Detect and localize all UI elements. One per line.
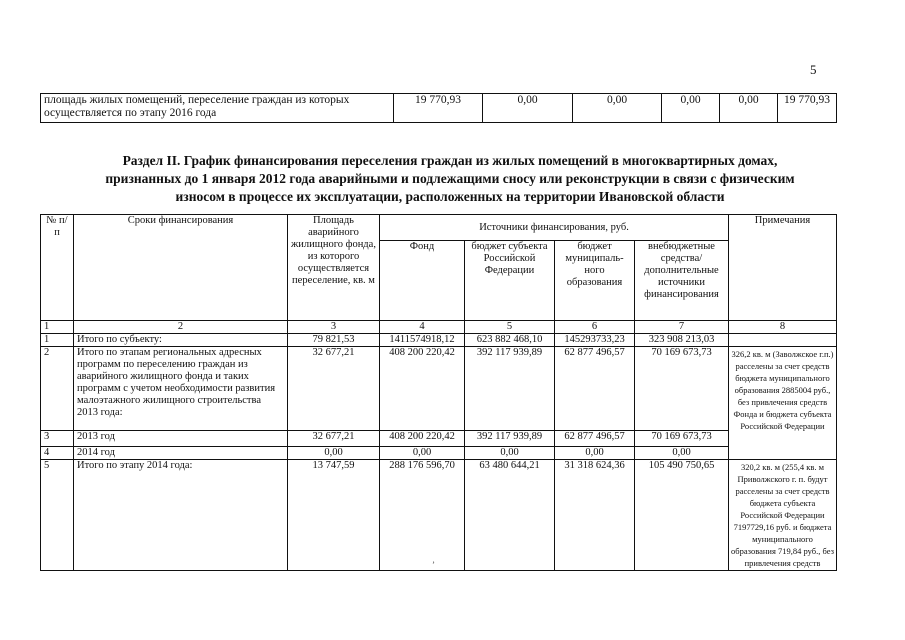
header-subject-budget: бюджет субъекта Российской Федерации xyxy=(465,241,555,321)
cell-subject-budget: 392 117 939,89 xyxy=(465,347,555,431)
column-numbers-row xyxy=(41,321,837,334)
cell-municipal-budget: 0,00 xyxy=(555,447,635,460)
col-number: 2 xyxy=(74,321,288,334)
table-row xyxy=(41,334,837,347)
header-extrabudget: внебюджетные средства/ дополнительные источники финансирования xyxy=(635,241,729,321)
cell-subject-budget: 0,00 xyxy=(465,447,555,460)
cell-extrabudget: 70 169 673,73 xyxy=(635,431,729,447)
row-label: Итого по этапу 2014 года: xyxy=(74,460,288,571)
row-number: 5 xyxy=(41,460,74,571)
row-label: 2013 год xyxy=(74,431,288,447)
section-title-line: Раздел II. График финансирования переселения граждан из жилых помещений в многоквартирных домах, xyxy=(122,153,778,168)
cell-value: 0,00 xyxy=(720,94,778,123)
row-label: Итого по этапам региональных адресных программ по переселению граждан из аварийного жилищного фонда и таких программ с учетом необходимости развития малоэтажного жилищного строительства 2013 года: xyxy=(74,347,288,431)
top-continuation-table xyxy=(40,93,837,123)
cell-subject-budget: 623 882 468,10 xyxy=(465,334,555,347)
col-number: 3 xyxy=(288,321,380,334)
cell-extrabudget: 70 169 673,73 xyxy=(635,347,729,431)
cell-fund: 1411574918,12 xyxy=(380,334,465,347)
header-area: Площадь аварийного жилищного фонда, из которого осуществляется переселение, кв. м xyxy=(288,215,380,321)
table-row xyxy=(41,347,837,431)
note-2013: 326,2 кв. м (Заволжское г.п.) расселены за счет средств бюджета муниципального образования 2885004 руб., без привлечения средств Фонда и бюджета субъекта Российской Федерации xyxy=(729,347,837,460)
cell-area: 32 677,21 xyxy=(288,347,380,431)
cell-value: 0,00 xyxy=(573,94,662,123)
row-label: 2014 год xyxy=(74,447,288,460)
cell-municipal-budget: 62 877 496,57 xyxy=(555,431,635,447)
col-number: 6 xyxy=(555,321,635,334)
header-sources: Источники финансирования, руб. xyxy=(380,215,729,241)
header-notes: Примечания xyxy=(729,215,837,321)
cell-municipal-budget: 62 877 496,57 xyxy=(555,347,635,431)
col-number: 5 xyxy=(465,321,555,334)
cell-area: 13 747,59 xyxy=(288,460,380,571)
section-title-line: признанных до 1 января 2012 года аварийными и подлежащими сносу или реконструкции в связи с физическим xyxy=(105,171,795,186)
cell-area: 32 677,21 xyxy=(288,431,380,447)
table-row xyxy=(41,431,837,447)
cell-fund: 408 200 220,42 xyxy=(380,347,465,431)
row-label: Итого по субъекту: xyxy=(74,334,288,347)
col-number: 4 xyxy=(380,321,465,334)
cell-extrabudget: 0,00 xyxy=(635,447,729,460)
header-municipal-budget: бюджет муниципаль-ного образования xyxy=(555,241,635,321)
cell-subject-budget: 63 480 644,21 xyxy=(465,460,555,571)
cell-value: 0,00 xyxy=(662,94,720,123)
table-row xyxy=(41,94,837,123)
header-fund: Фонд xyxy=(380,241,465,321)
section-title xyxy=(30,152,870,206)
table-row xyxy=(41,460,837,571)
cell-fund: 0,00 xyxy=(380,447,465,460)
row-label: площадь жилых помещений, переселение граждан из которых осуществляется по этапу 2016 года xyxy=(41,94,394,123)
cell-area: 0,00 xyxy=(288,447,380,460)
cell-extrabudget: 105 490 750,65 xyxy=(635,460,729,571)
cell-fund: 288 176 596,70 xyxy=(380,460,465,571)
row-number: 1 xyxy=(41,334,74,347)
header-terms: Сроки финансирования xyxy=(74,215,288,321)
cell-municipal-budget: 31 318 624,36 xyxy=(555,460,635,571)
col-number: 7 xyxy=(635,321,729,334)
cell-subject-budget: 392 117 939,89 xyxy=(465,431,555,447)
col-number: 8 xyxy=(729,321,837,334)
cell-area: 79 821,53 xyxy=(288,334,380,347)
row-number: 3 xyxy=(41,431,74,447)
scan-artifact: ʼ xyxy=(432,560,435,570)
financing-schedule-table xyxy=(40,214,837,571)
col-number: 1 xyxy=(41,321,74,334)
cell-extrabudget: 323 908 213,03 xyxy=(635,334,729,347)
cell-municipal-budget: 145293733,23 xyxy=(555,334,635,347)
cell-value: 0,00 xyxy=(483,94,573,123)
row-number: 2 xyxy=(41,347,74,431)
row-number: 4 xyxy=(41,447,74,460)
cell-area: 19 770,93 xyxy=(394,94,483,123)
header-num: № п/п xyxy=(41,215,74,321)
note-2014: 320,2 кв. м (255,4 кв. м Приволжского г. п. будут расселены за счет средств бюджета субъекта Российской Федерации 7197729,16 руб. и бюджета муниципального образования 719,84 руб., без привлечения средств xyxy=(729,460,837,571)
cell-fund: 408 200 220,42 xyxy=(380,431,465,447)
table-row xyxy=(41,447,837,460)
cell-total: 19 770,93 xyxy=(778,94,837,123)
cell-note xyxy=(729,334,837,347)
section-title-line: износом в процессе их эксплуатации, расположенных на территории Ивановской области xyxy=(175,189,725,204)
page-number: 5 xyxy=(810,62,817,77)
